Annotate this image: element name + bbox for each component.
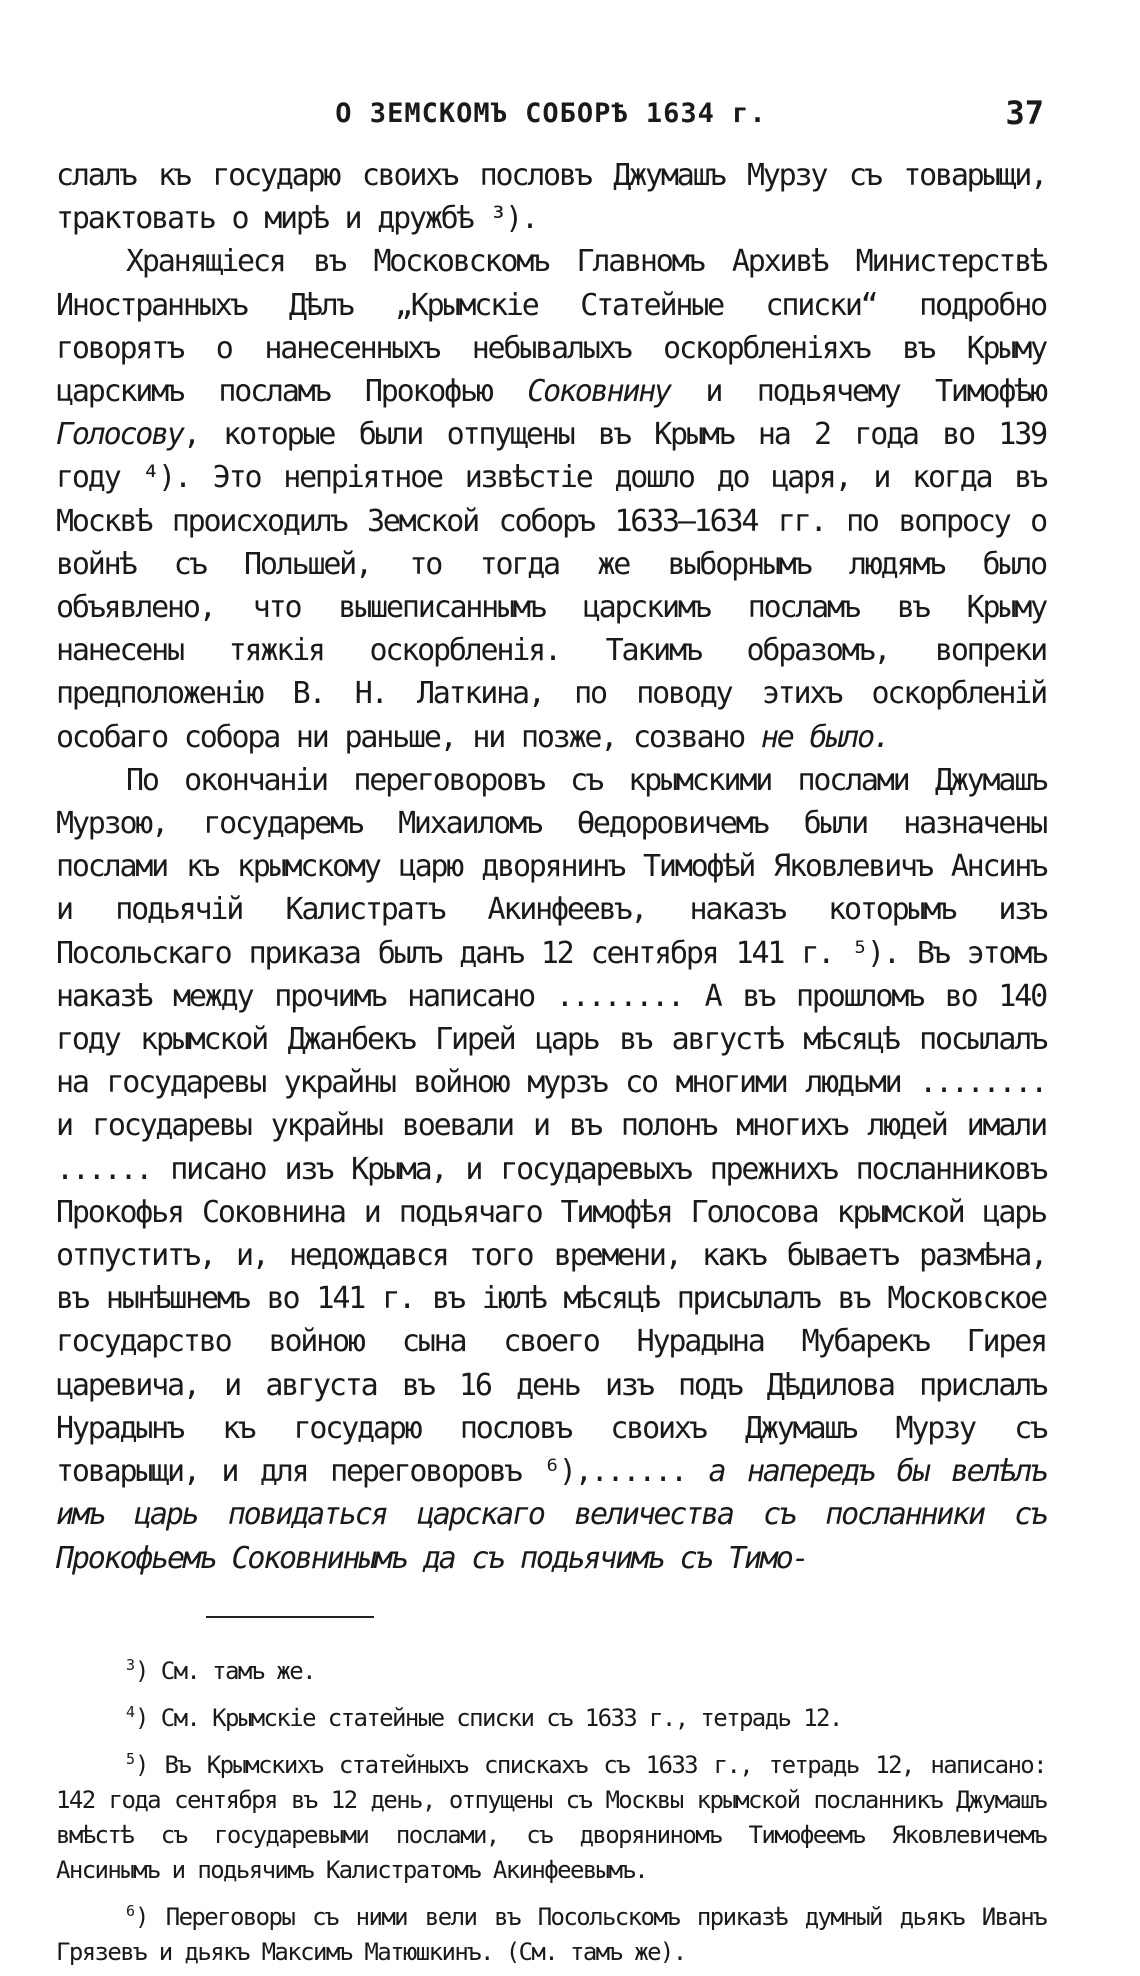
footnote-text: ) Въ Крымскихъ статейныхъ спискахъ съ 1633 г., тетрадь 12, написано: 142 года сентября въ 12 день, отпущены съ Москвы крымской посланникъ Джумашъ вмѣстѣ съ государевыми послами, съ дворяниномъ Тимофеемъ Яковлевичемъ Ансинымъ и подьячимъ Калистратомъ Акинфеевымъ. (56, 1750, 1046, 1884)
footnote-text: ) См. тамъ же. (135, 1656, 315, 1685)
italic-not-convened: не было. (760, 719, 889, 755)
footnote-4 (56, 1695, 1046, 1736)
body-text (56, 154, 1046, 1580)
running-title: О ЗЕМСКОМЪ СОБОРѢ 1634 г. (335, 98, 767, 129)
footnote-separator (206, 1616, 374, 1618)
paragraph-continuation: слалъ къ государю своихъ пословъ Джумашъ Мурзу съ товарыщи, трактовать о мирѣ и дружбѣ ³). (56, 158, 1046, 237)
footnote-text: ) Переговоры съ ними вели въ Посольскомъ приказѣ думный дьякъ Иванъ Грязевъ и дьякъ Максимъ Матюшкинъ. (См. тамъ же). (56, 1902, 1046, 1966)
footnote-6 (56, 1894, 1046, 1970)
page-number: 37 (1005, 94, 1044, 132)
text-run: и подьячему Тимофѣю (669, 374, 1046, 410)
footnote-mark: 6 (126, 1901, 136, 1920)
footnote-mark: 3 (126, 1655, 136, 1674)
footnote-text: ) См. Крымскіе статейные списки съ 1633 г., тетрадь 12. (135, 1703, 842, 1732)
book-page (56, 92, 1046, 1976)
italic-quote: а напередъ бы велѣлъ имъ царь повидаться царскаго величества съ посланники съ Прокофьемъ Соковнинымъ да съ подьячимъ съ Тимо- (56, 1454, 1046, 1576)
footnote-mark: 5 (126, 1749, 136, 1768)
footnote-3 (56, 1648, 1046, 1689)
text-run: Хранящіеся въ Московскомъ Главномъ Архивѣ Министерствѣ Иностранныхъ Дѣлъ „Крымскіе Статейные списки“ подробно говорятъ о нанесенныхъ небывалыхъ оскорбленіяхъ въ Крыму царскимъ посламъ Прокофью (56, 244, 1046, 410)
italic-name-sokovnin: Соковнину (527, 374, 670, 410)
running-header (56, 92, 1046, 132)
footnote-mark: 4 (126, 1702, 136, 1721)
text-run: По окончаніи переговоровъ съ крымскими послами Джумашъ Мурзою, государемъ Михаиломъ Ѳедоровичемъ были назначены послами къ крымскому царю дворянинъ Тимофѣй Яковлевичъ Ансинъ и подьячій Калистратъ Акинфеевъ, наказъ которымъ изъ Посольскаго приказа былъ данъ 12 сентября 141 г. ⁵). Въ этомъ наказѣ между прочимъ написано ........ А въ прошломъ во 140 году крымской Джанбекъ Гирей царь въ августѣ мѣсяцѣ посылалъ на государевы украйны войною мурзъ со многими людьми ........ и государевы украйны воевали и въ полонъ многихъ людей имали ...... писано изъ Крыма, и государевыхъ прежнихъ посланниковъ Прокофья Соковнина и подьячаго Тимофѣя Голосова крымской царь отпуститъ, и, недождався того времени, какъ бываетъ размѣна, въ нынѣшнемъ во 141 г. въ іюлѣ мѣсяцѣ присылалъ въ Московское государство войною сына своего Нурадына Мубарекъ Гирея царевича, и августа въ 16 день изъ подъ Дѣдилова прислалъ Нурадынъ къ государю пословъ своихъ Джумашъ Мурзу съ товарыщи, и для переговоровъ ⁶),...... (56, 762, 1046, 1490)
paragraph-negotiations (56, 759, 1046, 1580)
text-run: , которые были отпущены въ Крымъ на 2 года во 139 году ⁴). Это непріятное извѣстіе дошло до царя, и когда въ Москвѣ происходилъ Земской соборъ 1633—1634 гг. по вопросу о войнѣ съ Польшей, то тогда же выборнымъ людямъ было объявлено, что вышеписаннымъ царскимъ посламъ въ Крыму нанесены тяжкія оскорбленія. Такимъ образомъ, вопреки предположенію В. Н. Латкина, по поводу этихъ оскорбленій особаго собора ни раньше, ни позже, созвано (56, 417, 1046, 755)
paragraph-archive (56, 240, 1046, 758)
italic-name-golosov: Голосову (56, 417, 183, 453)
footnotes (56, 1648, 1046, 1970)
footnote-5 (56, 1742, 1046, 1888)
